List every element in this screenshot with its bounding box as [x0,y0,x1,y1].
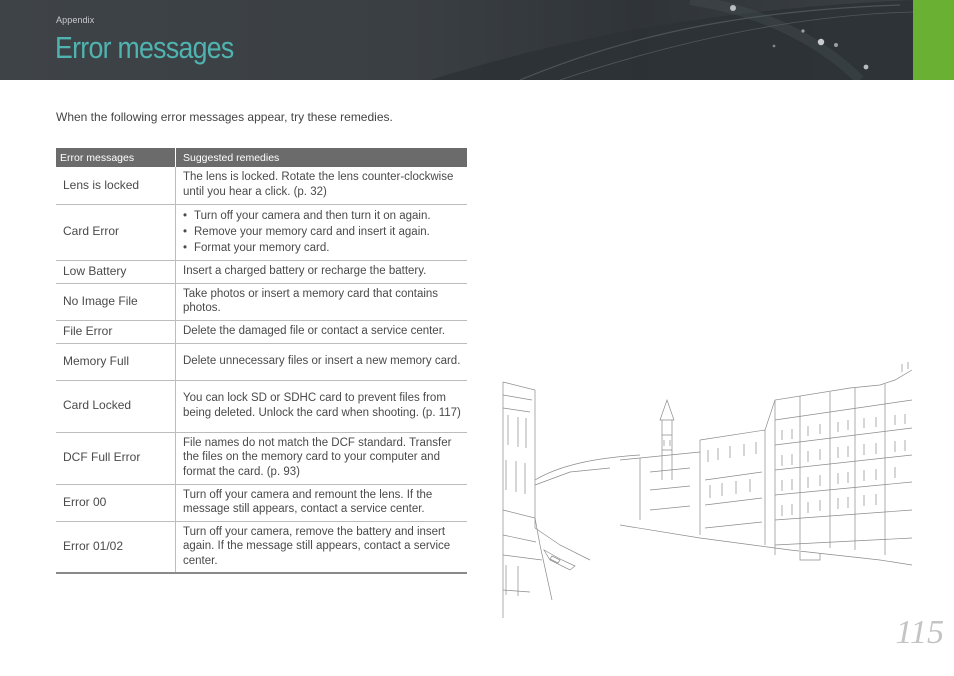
table-row [56,343,467,380]
error-message: Card Error [56,204,176,260]
remedy: Turn off your camera and remount the lens. If the message still appears, contact a service center. [176,484,468,521]
error-message: Error 01/02 [56,521,176,573]
remedy: You can lock SD or SDHC card to prevent files from being deleted. Unlock the card when shooting. (p. 117) [176,380,468,432]
remedy [176,204,468,260]
table-row [56,320,467,343]
header-banner [0,0,913,80]
table-row [56,283,467,320]
remedy: Delete unnecessary files or insert a new memory card. [176,343,468,380]
error-message: File Error [56,320,176,343]
table-row [56,484,467,521]
table-row [56,432,467,484]
error-message: Memory Full [56,343,176,380]
error-message: Lens is locked [56,167,176,204]
city-canal-sketch [500,360,914,620]
remedy: Turn off your camera, remove the battery and insert again. If the message still appears, contact a service center. [176,521,468,573]
error-message: Error 00 [56,484,176,521]
table-row [56,380,467,432]
error-message: Low Battery [56,260,176,283]
remedy: The lens is locked. Rotate the lens counter-clockwise until you hear a click. (p. 32) [176,167,468,204]
column-header-remedies: Suggested remedies [176,148,468,167]
table-row [56,204,467,260]
remedy: Take photos or insert a memory card that contains photos. [176,283,468,320]
error-message: DCF Full Error [56,432,176,484]
error-message: Card Locked [56,380,176,432]
table-row [56,167,467,204]
remedy-item: • Turn off your camera and then turn it on again. [183,208,463,224]
remedy-item: • Format your memory card. [183,240,463,256]
remedy-item: • Remove your memory card and insert it again. [183,224,463,240]
table-header-row [56,148,467,167]
table-row [56,521,467,573]
remedy: Delete the damaged file or contact a service center. [176,320,468,343]
column-header-messages: Error messages [56,148,176,167]
page-number: 115 [895,614,944,651]
error-table [56,148,467,574]
remedy-list [183,208,463,256]
error-message: No Image File [56,283,176,320]
table-row [56,260,467,283]
section-tab[interactable] [913,0,954,80]
intro-text: When the following error messages appear, try these remedies. [56,110,393,124]
remedy: Insert a charged battery or recharge the battery. [176,260,468,283]
breadcrumb[interactable]: Appendix [56,15,95,25]
remedy: File names do not match the DCF standard. Transfer the files on the memory card to your computer and format the card. (p. 93) [176,432,468,484]
page-title: Error messages [55,30,234,65]
